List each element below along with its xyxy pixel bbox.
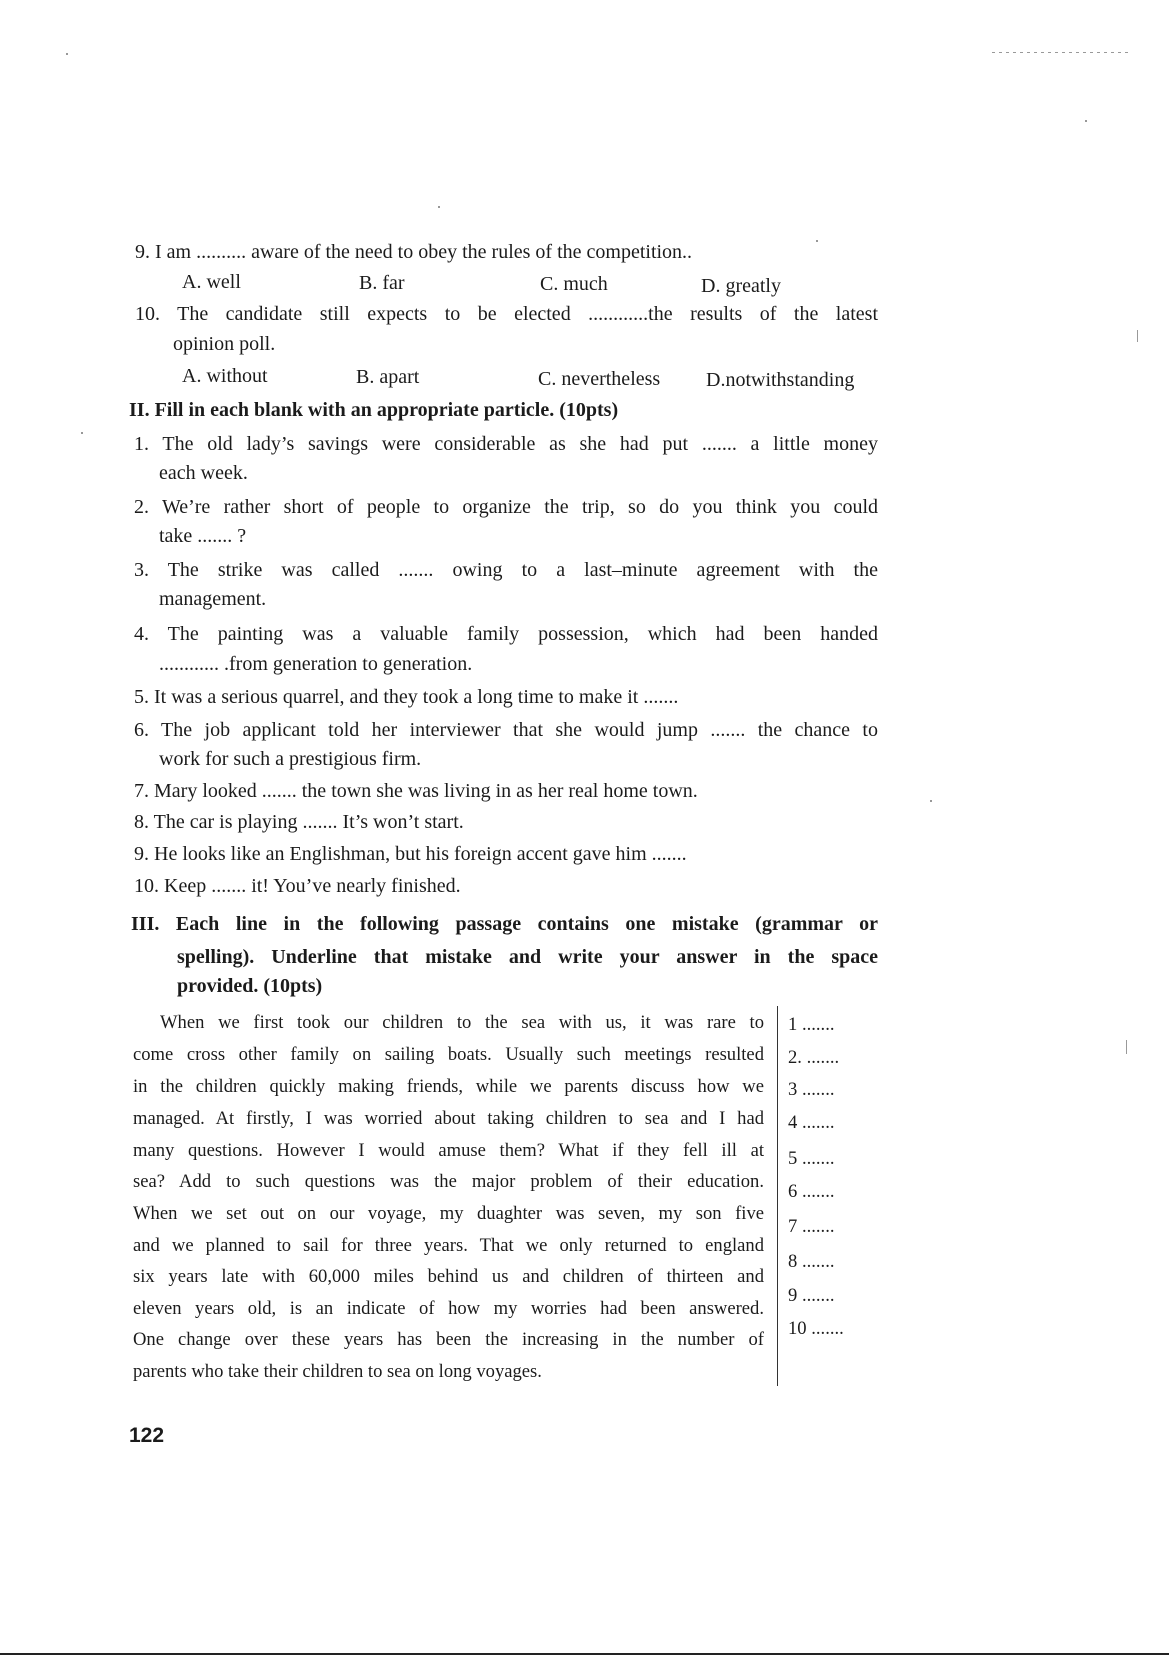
scan-mark [992, 52, 1132, 53]
s2-item-2-line-2: take ....... ? [159, 525, 247, 547]
q9-option-a: A. well [182, 271, 241, 293]
s2-item-1-line-2: each week. [159, 462, 248, 484]
question-10-stem-line-2: opinion poll. [173, 333, 276, 355]
answer-slot-10: 10 ....... [788, 1318, 844, 1339]
answer-slot-4: 4 ....... [788, 1112, 835, 1133]
page-number: 122 [129, 1424, 165, 1447]
question-9-stem: 9. I am .......... aware of the need to obey the rules of the competition.. [135, 241, 693, 263]
passage-line-4: managed. At firstly, I was worried about taking children to sea and I had [133, 1108, 764, 1129]
q10-option-c: C. nevertheless [538, 368, 661, 390]
scan-bottom-edge [0, 1653, 1169, 1655]
scan-speck [816, 240, 818, 242]
passage-line-9: six years late with 60,000 miles behind us and children of thirteen and [133, 1266, 764, 1287]
answer-slot-5: 5 ....... [788, 1148, 835, 1169]
question-10-stem-line-1: 10. The candidate still expects to be elected ............the results of the latest [135, 303, 878, 325]
passage-line-8: and we planned to sail for three years. That we only returned to england [133, 1235, 764, 1256]
passage-line-3: in the children quickly making friends, while we parents discuss how we [133, 1076, 764, 1097]
q9-option-d: D. greatly [701, 275, 781, 297]
s2-item-7: 7. Mary looked ....... the town she was living in as her real home town. [134, 780, 698, 802]
scan-mark [1137, 330, 1138, 342]
s2-item-8: 8. The car is playing ....... It’s won’t start. [134, 811, 464, 833]
answer-slot-2: 2. ....... [788, 1047, 840, 1068]
s2-item-5: 5. It was a serious quarrel, and they took a long time to make it ....... [134, 686, 679, 708]
passage-line-2: come cross other family on sailing boats. Usually such meetings resulted [133, 1044, 764, 1065]
s2-item-4-line-1: 4. The painting was a valuable family possession, which had been handed [134, 623, 878, 645]
s2-item-10: 10. Keep ....... it! You’ve nearly finished. [134, 875, 461, 897]
s2-item-3-line-1: 3. The strike was called ....... owing to a last–minute agreement with the [134, 559, 878, 581]
passage-line-1: When we first took our children to the sea with us, it was rare to [160, 1012, 764, 1033]
q9-option-b: B. far [359, 272, 405, 294]
s2-item-1-line-1: 1. The old lady’s savings were considerable as she had put ....... a little money [134, 433, 878, 455]
s2-item-6-line-2: work for such a prestigious firm. [159, 748, 422, 770]
q10-option-d: D.notwithstanding [706, 369, 855, 391]
answer-slot-7: 7 ....... [788, 1216, 835, 1237]
passage-line-7: When we set out on our voyage, my duaghter was seven, my son five [133, 1203, 764, 1224]
scan-speck [930, 800, 932, 802]
passage-line-6: sea? Add to such questions was the major problem of their education. [133, 1171, 764, 1192]
passage-line-11: One change over these years has been the increasing in the number of [133, 1329, 764, 1350]
section-3-heading-line-1: III. Each line in the following passage contains one mistake (grammar or [131, 913, 878, 935]
s2-item-6-line-1: 6. The job applicant told her interviewer that she would jump ....... the chance to [134, 719, 878, 741]
answer-slot-1: 1 ....... [788, 1014, 835, 1035]
s2-item-2-line-1: 2. We’re rather short of people to organize the trip, so do you think you could [134, 496, 878, 518]
answer-slot-6: 6 ....... [788, 1181, 835, 1202]
s2-item-3-line-2: management. [159, 588, 267, 610]
scan-speck [438, 206, 440, 208]
scan-speck [81, 432, 83, 434]
s2-item-4-line-2: ............ .from generation to generation. [159, 653, 473, 675]
passage-line-12: parents who take their children to sea on long voyages. [133, 1361, 542, 1382]
answer-slot-3: 3 ....... [788, 1079, 835, 1100]
passage-line-10: eleven years old, is an indicate of how my worries had been answered. [133, 1298, 764, 1319]
q9-option-c: C. much [540, 273, 608, 295]
s2-item-9: 9. He looks like an Englishman, but his foreign accent gave him ....... [134, 843, 687, 865]
answer-slot-9: 9 ....... [788, 1285, 835, 1306]
answer-column-divider [777, 1006, 778, 1386]
q10-option-b: B. apart [356, 366, 420, 388]
section-3-heading-line-3: provided. (10pts) [177, 975, 323, 997]
passage-line-5: many questions. However I would amuse them? What if they fell ill at [133, 1140, 764, 1161]
section-3-heading-line-2: spelling). Underline that mistake and write your answer in the space [177, 946, 878, 968]
scan-speck [66, 53, 68, 55]
section-2-heading: II. Fill in each blank with an appropriate particle. (10pts) [129, 399, 619, 421]
q10-option-a: A. without [182, 365, 268, 387]
scan-speck [1085, 120, 1087, 122]
scan-mark [1126, 1040, 1127, 1054]
answer-slot-8: 8 ....... [788, 1251, 835, 1272]
